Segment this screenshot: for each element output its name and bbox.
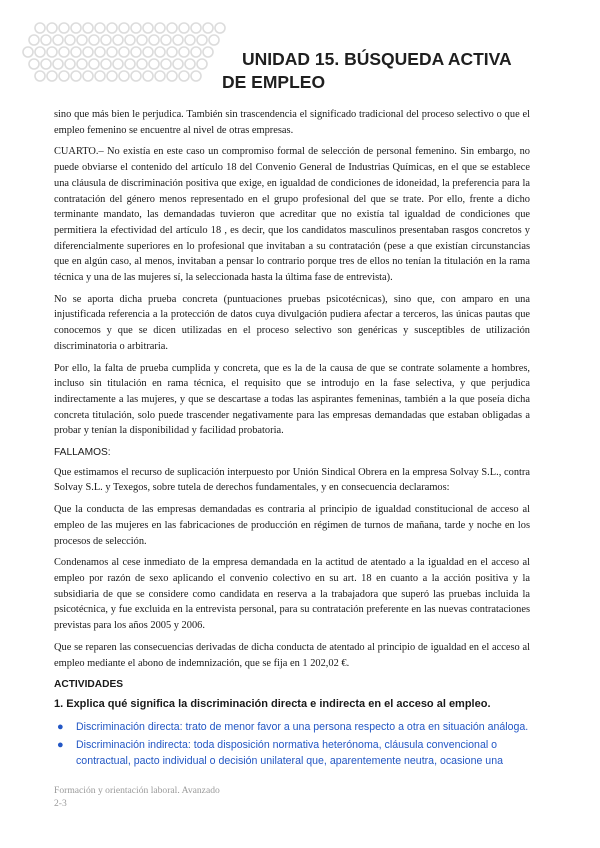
page-title bbox=[222, 48, 552, 94]
page-footer bbox=[54, 784, 220, 810]
fallamos-heading: FALLAMOS: bbox=[54, 447, 111, 459]
publisher-logo-icon bbox=[18, 8, 248, 90]
paragraph-cuarto: CUARTO.– No existía en este caso un compromiso formal de selección de personal femenino. Sin embargo, no puede obviarse el contenido del artículo 18 del Convenio General de Industrias Químicas, en el que se establece una cláusula de discriminación positiva que exige, en igualdad de condiciones de idoneidad, la preferencia para la contratación del género menos representado en el grupo profesional del que se trate. Por ello, frente a dicho terminante mandato, las demandadas tuvieron que acreditar que no existía tal igualdad de condiciones que permitiera la efectividad del artículo 18 , es decir, que los candidatos masculinos presentaban rasgos concretos y diferencialmente superiores en lo profesional que invitaban a su contratación (pese a que existían circunstancias que en algún caso, al menos, invitaban a pensar lo contrario porque tres de ellos no tenían la titulación en la rama técnica y una de las mujeres sí, la seleccionada hasta la última fase de entrevista). bbox=[54, 146, 530, 284]
bullet-icon: ● bbox=[57, 738, 64, 751]
ruling-conducta: Que la conducta de las empresas demandadas es contraria al principio de igualdad constitucional de acceso al empleo de las mujeres en las fabricaciones de producción en régimen de turnos de mañana, tarde y noche en los procesos de selección. bbox=[54, 504, 530, 547]
activities-heading: ACTIVIDADES bbox=[54, 679, 124, 691]
answer-direct: Discriminación directa: trato de menor favor a una persona respecto a otra en situación análoga. bbox=[76, 720, 529, 733]
footer-course-name: Formación y orientación laboral. Avanzado bbox=[54, 785, 220, 796]
ruling-estimamos: Que estimamos el recurso de suplicación interpuesto por Unión Sindical Obrera en la empresa Solvay S.L., contra Solvay S.L. y Texegos, sobre tutela de derechos fundamentales, y en consecuencia declaramos: bbox=[54, 466, 530, 494]
footer-page-number: 2-3 bbox=[54, 798, 67, 809]
answer-list bbox=[54, 719, 530, 769]
paragraph-prueba: No se aporta dicha prueba concreta (puntuaciones pruebas psicotécnicas), sino que, con amparo en una injustificada referencia a la protección de datos cuya divulgación pudiera afectar a terceros, las únicas pautas que conocemos y que se dicen utilizadas en el proceso selectivo son genéricas y susceptibles de utilización discriminatoria o arbitraria. bbox=[54, 293, 530, 352]
paragraph-por-ello: Por ello, la falta de prueba cumplida y concreta, que es la de la causa de que se contrate solamente a hombres, incluso sin titulación en rama técnica, el requisito que se introdujo en la fase selectiva, y que perjudica indirectamente a las mujeres, y que se descartase a todas las aspirantes femeninas, también a la que poseía dicha concreta titulación, solo puede trascender negativamente para las empresas demandadas que estaban obligadas a probar y tenían la disponibilidad y facilidad probatoria. bbox=[54, 362, 530, 437]
page-title-line-1: UNIDAD 15. BÚSQUEDA ACTIVA bbox=[242, 49, 512, 69]
page-title-line-2: DE EMPLEO bbox=[222, 72, 326, 92]
answer-indirect: Discriminación indirecta: toda disposición normativa heterónoma, cláusula convencional o contractual, pacto individual o decisión unilateral que, aparentemente neutra, ocasione una bbox=[76, 738, 503, 767]
list-item bbox=[54, 719, 530, 735]
bullet-icon: ● bbox=[57, 720, 64, 733]
ruling-reparen: Que se reparen las consecuencias derivadas de dicha conducta de atentado al principio de igualdad en el acceso al empleo mediante el abono de indemnización, que se fija en 1 202,02 €. bbox=[54, 641, 530, 669]
list-item bbox=[54, 737, 530, 769]
ruling-condenamos: Condenamos al cese inmediato de la empresa demandada en la actitud de atentado a la igualdad en el acceso al empleo por razón de sexo aplicando el convenio colectivo en su art. 18 en cuanto a la acción positiva y la subsidiaria de que se considere como candidata en reserva a la trabajadora que superó las pruebas incluida la psicotécnica, y fue excluida en la entrevista personal, para su contratación preferente en las nuevas contrataciones previstas para los años 2005 y 2006. bbox=[54, 557, 530, 632]
paragraph-intro: sino que más bien le perjudica. También sin trascendencia el significado tradicional del proceso selectivo o que el empleo femenino se encuentre al nivel de otras empresas. bbox=[54, 109, 530, 136]
activity-question-1: 1. Explica qué significa la discriminación directa e indirecta en el acceso al empleo. bbox=[54, 697, 491, 710]
document-body bbox=[54, 107, 530, 771]
